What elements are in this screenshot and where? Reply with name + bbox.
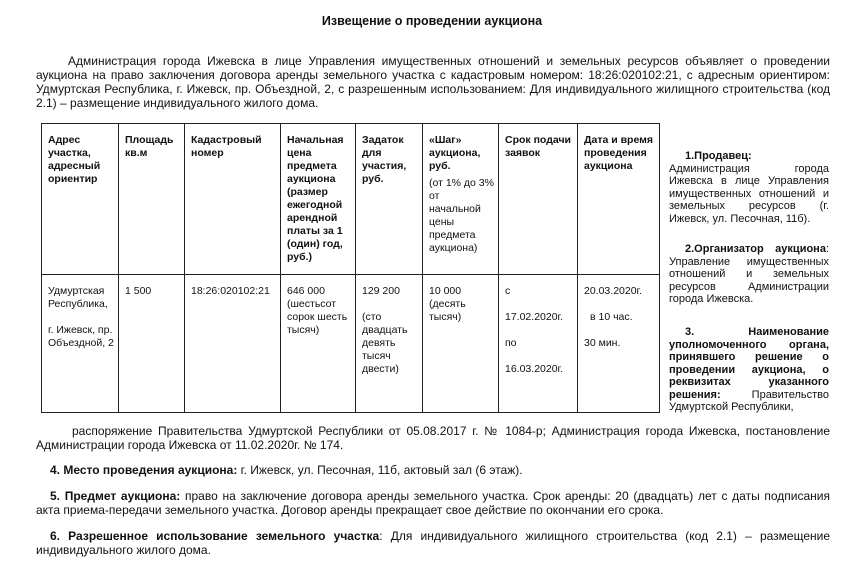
subject-heading: 5. Предмет аукциона:	[50, 489, 181, 503]
cell-period-from-label: с	[505, 285, 511, 297]
cell-step-value: 10 000	[429, 285, 462, 297]
place-text: г. Ижевск, ул. Песочная, 11б, актовый зал (6 этаж).	[237, 463, 523, 477]
place-paragraph	[36, 463, 830, 477]
cell-address	[42, 275, 119, 413]
authority-continuation: распоряжение Правительства Удмуртской Республики от 05.08.2017 г. № 1084-р; Администрация города Ижевска, постановление Администрации города Ижевска от 11.02.2020г. № 174.	[36, 424, 830, 452]
subject-paragraph	[36, 489, 830, 517]
header-step-label: «Шаг» аукциона, руб.	[429, 134, 481, 172]
header-step-note: (от 1% до 3% от начальной цены предмета аукциона)	[429, 177, 494, 254]
permitted-use-paragraph	[36, 529, 830, 557]
header-step	[423, 124, 499, 275]
cell-area: 1 500	[119, 275, 185, 413]
cell-deposit	[356, 275, 423, 413]
authority-heading: 3. Наименование уполномоченного органа, принявшего решение о проведении аукциона, о реквизитах указанного решения:	[669, 326, 829, 401]
cell-start-price-value: 646 000	[287, 285, 325, 297]
table-header-row	[42, 124, 660, 275]
seller-section	[669, 150, 829, 225]
cell-datetime	[578, 275, 660, 413]
cell-minutes: 30 мин.	[584, 337, 621, 349]
header-start-price: Начальная цена предмета аукциона (размер ежегодной арендной платы за 1 (один) год, руб.)	[281, 124, 356, 275]
cell-hour: в 10 час.	[590, 311, 633, 323]
cell-period-from: 17.02.2020г.	[505, 311, 564, 323]
organizer-heading: 2.Организатор аукциона	[685, 243, 826, 255]
header-area: Площадь кв.м	[119, 124, 185, 275]
cell-period-to: 16.03.2020г.	[505, 363, 564, 375]
cell-deposit-words: (сто двадцать девять тысяч двести)	[362, 311, 408, 375]
table-row	[42, 275, 660, 413]
header-period: Срок подачи заявок	[499, 124, 578, 275]
organizer-text: : Управление имущественных отношений и земельных ресурсов Администрации города Ижевска.	[669, 243, 829, 305]
cell-step	[423, 275, 499, 413]
intro-paragraph: Администрация города Ижевска в лице Управления имущественных отношений и земельных ресурсов объявляет о проведении аукциона на право заключения договора аренды земельного участка с кадастровым номером: 18:26:020102:21, с адресным ориентиром: Удмуртская Республика, г. Ижевск, пр. Объездной, 2, с разрешенным использованием: Для индивидуального жилищного строительства (код 2.1) – размещение индивидуального жилого дома.	[36, 54, 830, 110]
cell-date: 20.03.2020г.	[584, 285, 643, 297]
cell-deposit-value: 129 200	[362, 285, 400, 297]
cell-start-price-words: (шестьсот сорок шесть тысяч)	[287, 298, 348, 336]
page-title: Извещение о проведении аукциона	[321, 14, 543, 28]
cell-address-line-1: Удмуртская Республика,	[48, 285, 108, 310]
header-cadastral: Кадастровый номер	[185, 124, 281, 275]
cell-address-line-2: г. Ижевск, пр. Объездной, 2	[48, 324, 114, 349]
cell-step-words: (десять тысяч)	[429, 298, 466, 323]
auction-table	[41, 123, 660, 413]
seller-text: Администрация города Ижевска в лице Управления имущественных отношений и земельных ресурсов (г. Ижевск, ул. Песочная, 11б).	[669, 162, 829, 225]
header-address: Адрес участка, адресный ориентир	[42, 124, 119, 275]
cell-period-to-label: по	[505, 337, 517, 349]
place-heading: 4. Место проведения аукциона:	[50, 463, 238, 477]
header-deposit: Задаток для участия, руб.	[356, 124, 423, 275]
seller-heading: 1.Продавец:	[685, 150, 752, 162]
authority-text: Правительство Удмуртской Республики,	[669, 388, 829, 413]
permitted-use-heading: 6. Разрешенное использование земельного участка	[50, 529, 380, 543]
header-datetime: Дата и время проведения аукциона	[578, 124, 660, 275]
organizer-section	[669, 243, 829, 306]
authority-section	[669, 326, 829, 414]
subject-text: право на заключение договора аренды земельного участка. Срок аренды: 20 (двадцать) лет с даты подписания акта приема-передачи земельного участка. Договор аренды прекращает свое действие по окончании его срока.	[36, 489, 831, 517]
cell-cadastral: 18:26:020102:21	[185, 275, 281, 413]
cell-start-price	[281, 275, 356, 413]
cell-period	[499, 275, 578, 413]
permitted-use-text: : Для индивидуального жилищного строительства (код 2.1) – размещение индивидуального жилого дома.	[36, 529, 830, 557]
